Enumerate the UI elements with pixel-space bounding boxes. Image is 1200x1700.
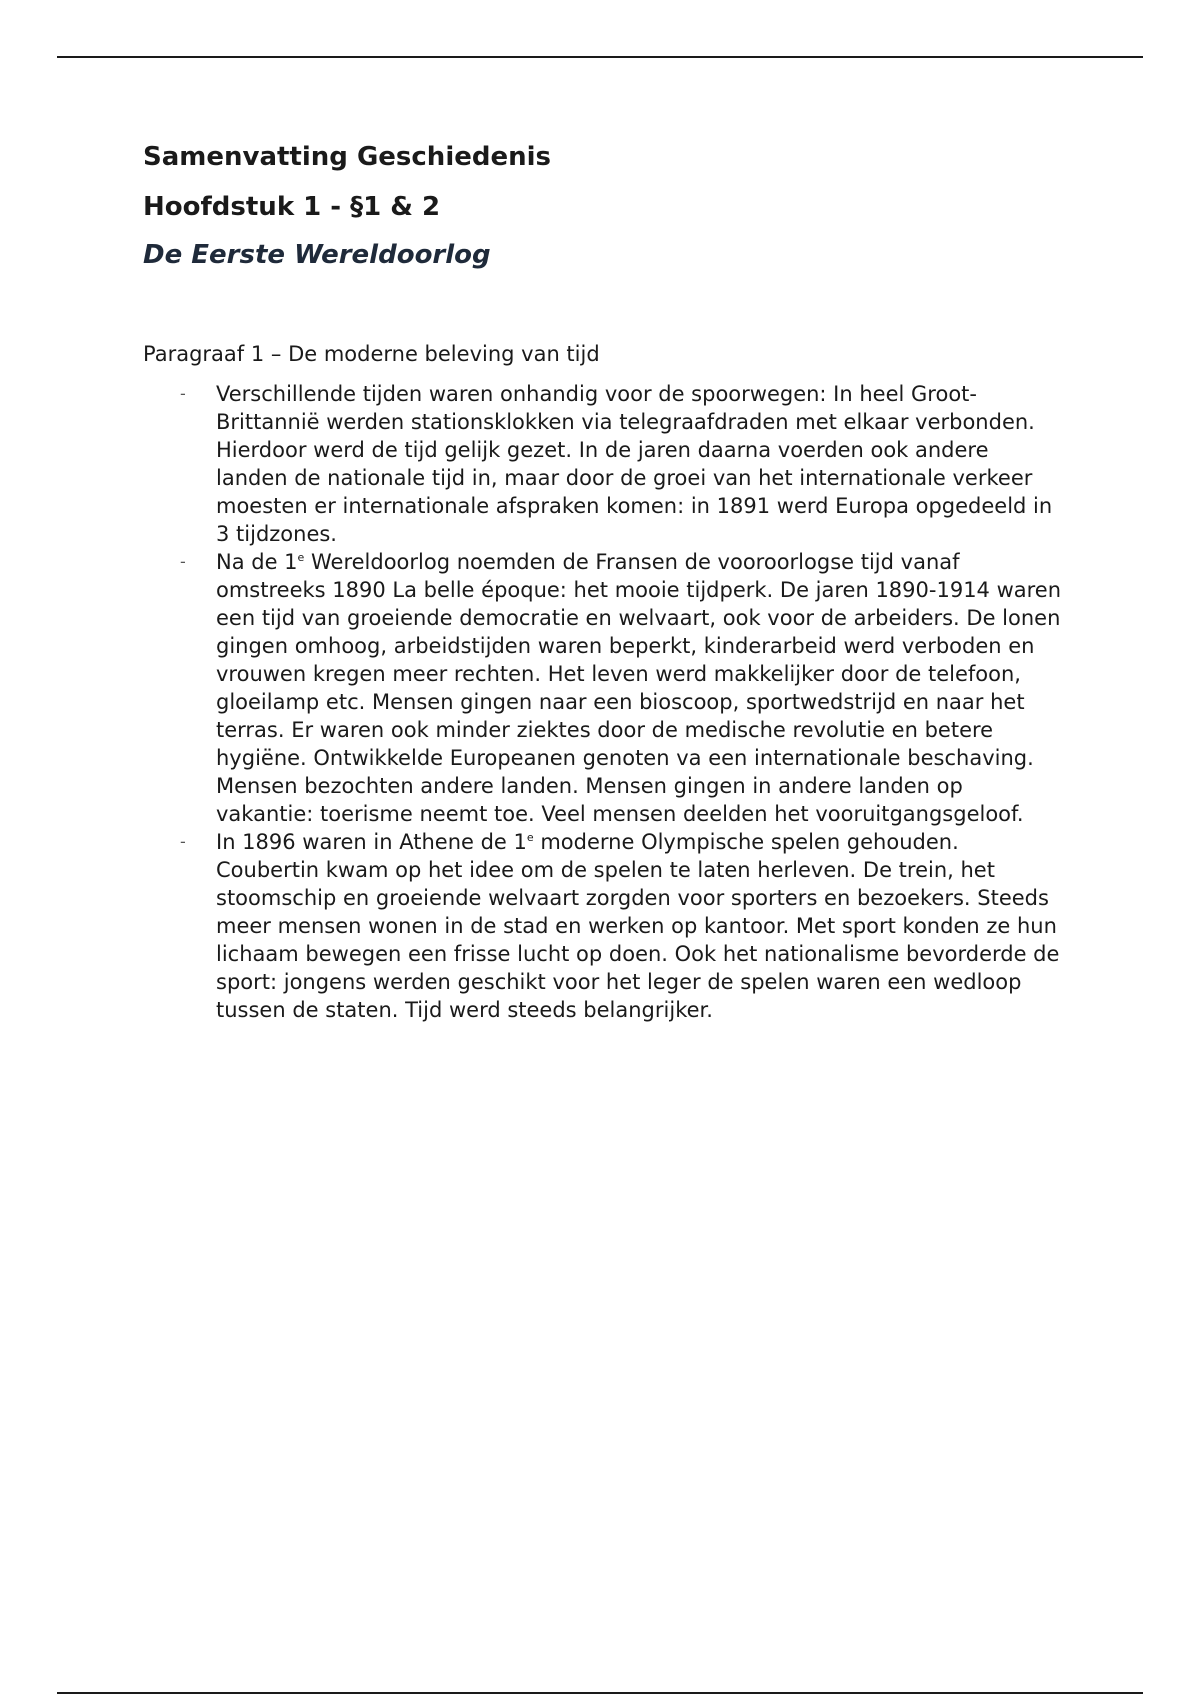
bullet-text-start: Na de 1 xyxy=(216,550,298,574)
bullet-text: Verschillende tijden waren onhandig voor de spoorwegen: In heel Groot-Brittannië werden stationsklokken via telegraafdraden met elkaar verbonden. Hierdoor werd de tijd gelijk gezet. In de jaren daarna voerden ook andere landen de nationale tijd in, maar door de groei van het internationale verkeer moesten er internationale afspraken komen: in 1891 werd Europa opgedeeld in 3 tijdzones. xyxy=(216,382,1053,546)
chapter-subtitle: De Eerste Wereldoorlog xyxy=(143,240,491,270)
bullet-dash: - xyxy=(180,552,186,571)
bullet-list xyxy=(143,380,1063,1024)
document-title: Samenvatting Geschiedenis xyxy=(143,142,552,172)
document-body xyxy=(143,140,1063,1024)
bottom-rule xyxy=(57,1692,1143,1694)
bullet-text-start: In 1896 waren in Athene de 1 xyxy=(216,830,527,854)
ordinal-superscript: e xyxy=(526,831,534,844)
list-item xyxy=(143,828,1063,1024)
bullet-dash: - xyxy=(180,384,186,403)
bullet-dash: - xyxy=(180,832,186,851)
bullet-text-end: Wereldoorlog noemden de Fransen de vooroorlogse tijd vanaf omstreeks 1890 La belle époque: het mooie tijdperk. De jaren 1890-1914 waren een tijd van groeiende democratie en welvaart, ook voor de arbeiders. De lonen gingen omhoog, arbeidstijden waren beperkt, kinderarbeid werd verboden en vrouwen kregen meer rechten. Het leven werd makkelijker door de telefoon, gloeilamp etc. Mensen gingen naar een bioscoop, sportwedstrijd en naar het terras. Er waren ook minder ziektes door de medische revolutie en betere hygiëne. Ontwikkelde Europeanen genoten va een internationale beschaving. Mensen bezochten andere landen. Mensen gingen in andere landen op vakantie: toerisme neemt toe. Veel mensen deelden het vooruitgangsgeloof. xyxy=(216,550,1062,826)
ordinal-superscript: e xyxy=(297,551,305,564)
bullet-text-end: moderne Olympische spelen gehouden. Coubertin kwam op het idee om de spelen te laten herleven. De trein, het stoomschip en groeiende welvaart zorgden voor sporters en bezoekers. Steeds meer mensen wonen in de stad en werken op kantoor. Met sport konden ze hun lichaam bewegen een frisse lucht op doen. Ook het nationalisme bevorderde de sport: jongens werden geschikt voor het leger de spelen waren een wedloop tussen de staten. Tijd werd steeds belangrijker. xyxy=(216,830,1060,1022)
paragraph-heading: Paragraaf 1 – De moderne beleving van tijd xyxy=(143,342,600,366)
top-rule xyxy=(57,56,1143,58)
list-item xyxy=(143,380,1063,548)
chapter-heading: Hoofdstuk 1 - §1 & 2 xyxy=(143,192,441,222)
list-item xyxy=(143,548,1063,828)
